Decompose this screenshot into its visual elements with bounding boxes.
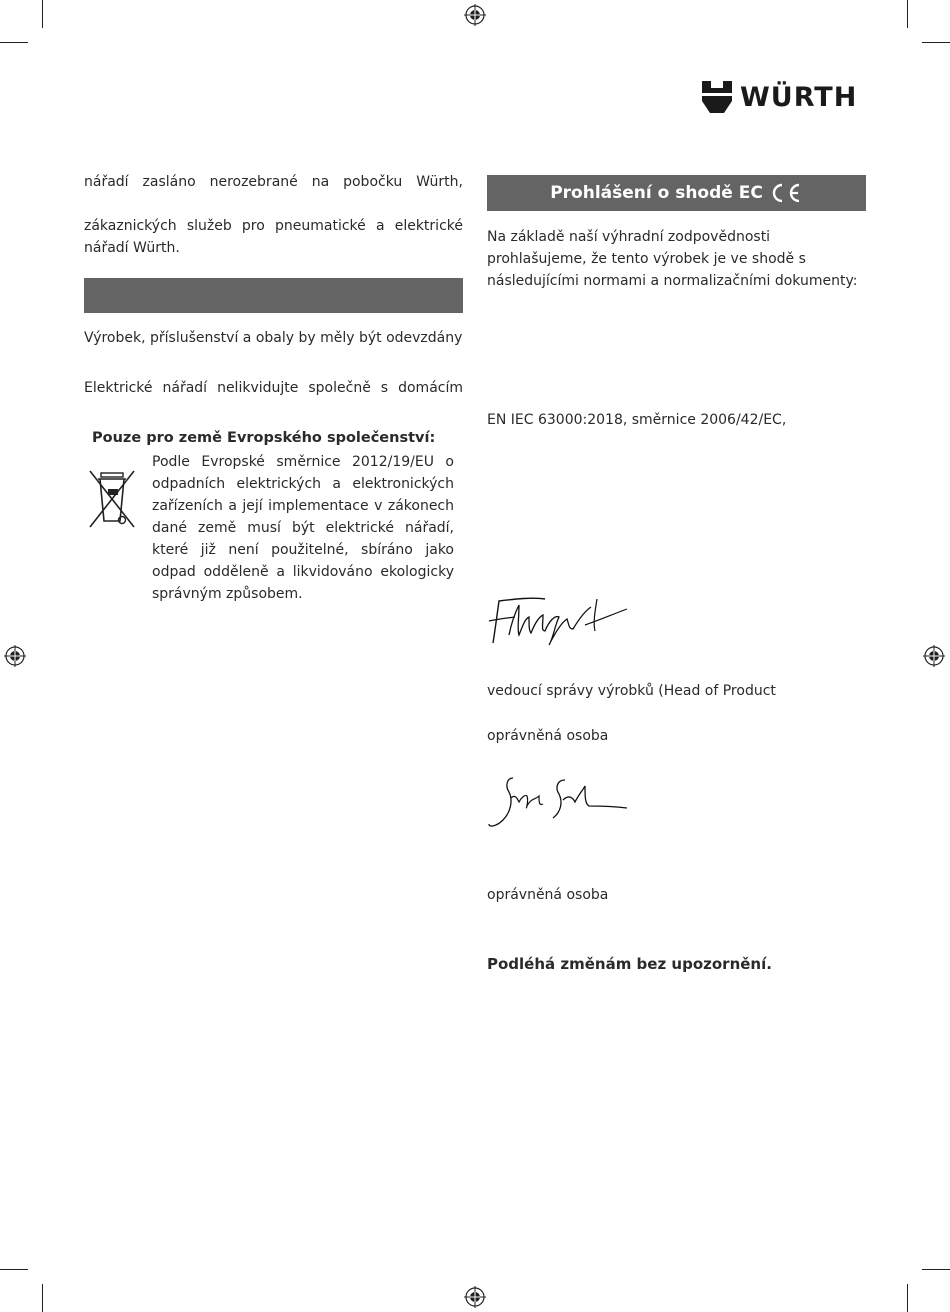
trim-mark-top-left-h bbox=[0, 42, 28, 43]
registration-mark-icon bbox=[923, 645, 945, 667]
left-para-1: nářadí zasláno nerozebrané na pobočku Würth, bbox=[84, 174, 463, 190]
signer-2-authorized: oprávněná osoba bbox=[487, 887, 609, 903]
left-para-4: Elektrické nářadí nelikvidujte společně s domácím bbox=[84, 380, 463, 396]
trim-mark-top-right-h bbox=[922, 42, 950, 43]
left-para-3: Výrobek, příslušenství a obaly by měly být odevzdány bbox=[84, 330, 463, 346]
weee-line: které již není použitelné, sbíráno jako bbox=[152, 542, 454, 558]
declaration-intro bbox=[487, 226, 866, 292]
standards-list: EN IEC 63000:2018, směrnice 2006/42/EC, bbox=[487, 412, 787, 428]
trim-mark-bottom-left-v bbox=[42, 1284, 43, 1312]
weee-line: zařízeních a její implementace v zákonech bbox=[152, 498, 454, 514]
weee-line: odpad odděleně a likvidováno ekologicky bbox=[152, 564, 454, 580]
trim-mark-bottom-left-h bbox=[0, 1269, 28, 1270]
signer-1-role: vedoucí správy výrobků (Head of Product bbox=[487, 683, 776, 699]
signature-1-image bbox=[485, 595, 635, 647]
registration-mark-icon bbox=[464, 4, 486, 26]
trim-mark-top-right-v bbox=[907, 0, 908, 28]
intro-line: prohlašujeme, že tento výrobek je ve shodě s bbox=[487, 251, 806, 267]
ce-mark-icon bbox=[769, 182, 803, 204]
logo-text: WÜRTH bbox=[740, 81, 858, 113]
signature-2-image bbox=[485, 772, 635, 834]
registration-mark-icon bbox=[4, 645, 26, 667]
weee-line: Podle Evropské směrnice 2012/19/EU o bbox=[152, 454, 454, 470]
eu-heading: Pouze pro země Evropského společenství: bbox=[92, 430, 436, 446]
trim-mark-bottom-right-v bbox=[907, 1284, 908, 1312]
declaration-title: Prohlášení o shodě EC bbox=[550, 183, 763, 203]
trim-mark-top-left-v bbox=[42, 0, 43, 28]
weee-line: odpadních elektrických a elektronických bbox=[152, 476, 454, 492]
change-notice: Podléhá změnám bez upozornění. bbox=[487, 955, 772, 973]
wurth-logo bbox=[700, 78, 857, 116]
weee-text-block bbox=[152, 451, 454, 605]
declaration-bar bbox=[487, 175, 866, 211]
weee-crossed-bin-icon bbox=[84, 465, 140, 531]
weee-line: správným způsobem. bbox=[152, 586, 303, 602]
trim-mark-bottom-right-h bbox=[922, 1269, 950, 1270]
left-section-bar bbox=[84, 278, 463, 313]
left-para-2-line-1: zákaznických služeb pro pneumatické a elektrické bbox=[84, 218, 463, 234]
intro-line: Na základě naší výhradní zodpovědnosti bbox=[487, 229, 771, 245]
registration-mark-icon bbox=[464, 1286, 486, 1308]
signer-1-authorized: oprávněná osoba bbox=[487, 728, 609, 744]
wurth-logo-icon bbox=[700, 79, 734, 115]
intro-line: následujícími normami a normalizačními dokumenty: bbox=[487, 273, 858, 289]
left-para-2-line-2: nářadí Würth. bbox=[84, 240, 180, 256]
weee-line: dané země musí být elektrické nářadí, bbox=[152, 520, 454, 536]
